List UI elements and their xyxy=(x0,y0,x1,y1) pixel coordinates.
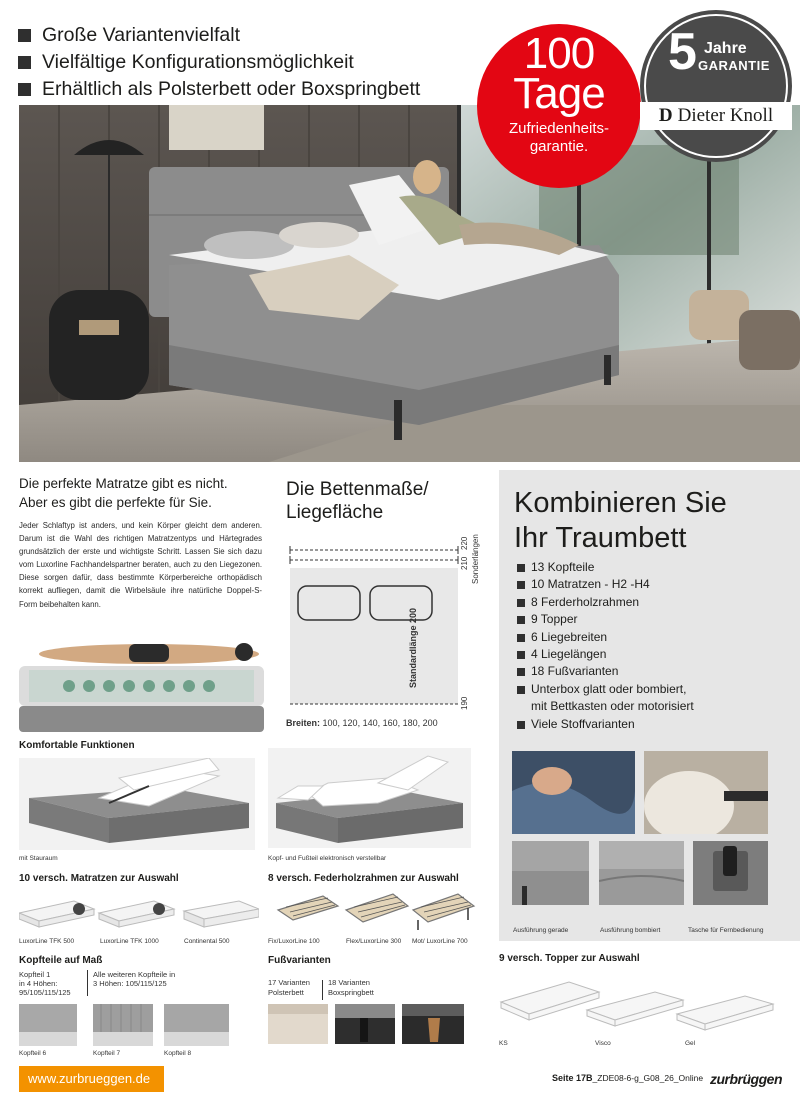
list-item xyxy=(517,716,694,733)
headboard-name: Kopfteil 7 xyxy=(93,1050,121,1057)
list-item-text: 18 Fußvarianten xyxy=(531,664,619,679)
topper-images xyxy=(499,978,799,1038)
length-210-label: 210 xyxy=(460,556,469,570)
toppers-title: 9 versch. Topper zur Auswahl xyxy=(499,953,640,964)
badge-line-2: garantie. xyxy=(529,138,589,155)
caption-curved: Ausführung bombiert xyxy=(600,927,661,934)
widths-label: Breiten: xyxy=(286,718,321,728)
hero-bedroom-photo xyxy=(19,105,800,462)
list-item-text: Viele Stoffvarianten xyxy=(531,716,635,731)
mattress-cross-section-image xyxy=(19,630,264,734)
combine-title-line: Ihr Traumbett xyxy=(514,522,687,554)
headboards-title: Kopfteile auf Maß xyxy=(19,955,103,966)
warranty-years-word: Jahre xyxy=(704,40,747,57)
bed-dimension-diagram xyxy=(282,528,492,716)
straight-version-photo xyxy=(512,841,589,905)
feature-bullet-text: Große Variantenvielfalt xyxy=(42,24,240,46)
list-item-text: 8 Ferderholzrahmen xyxy=(531,594,640,609)
widths-values: 100, 120, 140, 160, 180, 200 xyxy=(322,718,438,728)
headboard-note-left xyxy=(19,970,71,997)
bullet-square-icon xyxy=(517,599,525,607)
feature-bullet xyxy=(18,76,420,103)
list-item xyxy=(517,611,694,628)
brand-logo xyxy=(640,102,792,130)
list-item xyxy=(517,681,694,716)
note-line: 18 Varianten xyxy=(328,978,370,987)
feature-bullets xyxy=(18,22,420,103)
adjustable-bed-image xyxy=(268,748,471,848)
website-link[interactable]: www.zurbrueggen.de xyxy=(19,1066,164,1092)
bullet-square-icon xyxy=(18,29,31,42)
bullet-square-icon xyxy=(517,651,525,659)
feature-bullet-text: Erhältlich als Polsterbett oder Boxspringbett xyxy=(42,78,421,100)
headboard-images xyxy=(19,1004,229,1046)
list-item xyxy=(517,646,694,663)
feet-note-right xyxy=(328,978,374,998)
remote-pocket-photo xyxy=(693,841,768,905)
combine-title-line: Kombinieren Sie xyxy=(514,487,727,519)
badge-days-number: 100 xyxy=(523,29,595,78)
feature-bullet xyxy=(18,22,420,49)
list-item-text: 9 Topper xyxy=(531,612,578,627)
warranty-years-number: 5 xyxy=(668,23,697,81)
frame-name: Flex/LuxorLine 300 xyxy=(346,938,402,945)
note-line: in 4 Höhen: xyxy=(19,979,58,988)
warranty-badge xyxy=(640,10,792,162)
feet-note-left xyxy=(268,978,310,998)
boucle-fabric-photo xyxy=(644,751,768,834)
dimensions-title-line: Liegefläche xyxy=(286,502,384,523)
length-190-label: 190 xyxy=(460,696,469,710)
list-item-line: mit Bettkasten oder motorisiert xyxy=(531,699,694,714)
widths-line xyxy=(286,718,438,728)
page-reference xyxy=(552,1073,703,1083)
list-item xyxy=(517,663,694,680)
brand-name: Dieter Knoll xyxy=(677,105,774,126)
note-divider xyxy=(322,980,323,1000)
feature-bullet xyxy=(18,49,420,76)
headboard-name: Kopfteil 8 xyxy=(164,1050,192,1057)
bullet-square-icon xyxy=(517,668,525,676)
mattress-product-images xyxy=(19,895,259,931)
list-item-line: Unterbox glatt oder bombiert, xyxy=(531,681,687,696)
intro-headline-line: Die perfekte Matratze gibt es nicht. xyxy=(19,476,228,491)
bullet-square-icon xyxy=(517,686,525,694)
note-line: Polsterbett xyxy=(268,988,304,997)
list-item xyxy=(517,559,694,576)
note-line: 17 Varianten xyxy=(268,978,310,987)
note-divider xyxy=(87,970,88,996)
intro-headline-line: Aber es gibt die perfekte für Sie. xyxy=(19,495,212,510)
combine-options-list xyxy=(517,559,694,733)
combine-panel xyxy=(499,470,800,941)
fabric-photo xyxy=(512,751,635,834)
feature-bullet-text: Vielfältige Konfigurationsmöglichkeit xyxy=(42,51,354,73)
headboard-name: Kopfteil 6 xyxy=(19,1050,47,1057)
bullet-square-icon xyxy=(18,83,31,96)
topper-name: KS xyxy=(499,1040,508,1047)
note-line: Kopfteil 1 xyxy=(19,970,51,979)
caption-adjustable: Kopf- und Fußteil elektronisch verstellbar xyxy=(268,855,387,862)
warranty-label: GARANTIE xyxy=(698,58,770,73)
slatted-frame-images xyxy=(268,890,478,932)
bullet-square-icon xyxy=(18,56,31,69)
zurbrueggen-logo: zurbrüggen xyxy=(710,1071,782,1087)
headboard-note-right xyxy=(93,970,175,988)
list-item xyxy=(517,629,694,646)
functions-title: Komfortable Funktionen xyxy=(19,740,135,751)
bullet-square-icon xyxy=(517,634,525,642)
badge-line-1: Zufriedenheits- xyxy=(508,120,610,137)
note-line: 95/105/115/125 xyxy=(19,988,71,997)
feet-title: Fußvarianten xyxy=(268,955,331,966)
list-item-text: 6 Liegebreiten xyxy=(531,629,608,644)
curved-version-photo xyxy=(599,841,684,905)
caption-straight: Ausführung gerade xyxy=(513,927,569,934)
bullet-square-icon xyxy=(517,721,525,729)
list-item xyxy=(517,576,694,593)
list-item-text: 13 Kopfteile xyxy=(531,560,595,574)
mattress-name: LuxorLine TFK 500 xyxy=(19,938,75,945)
mattress-name: Continental 500 xyxy=(184,938,230,945)
storage-bed-image xyxy=(19,758,255,850)
satisfaction-guarantee-badge xyxy=(477,24,641,188)
brand-mark-icon: D xyxy=(658,105,673,126)
warranty-ring xyxy=(644,14,788,158)
bullet-square-icon xyxy=(517,564,525,572)
topper-name: Gel xyxy=(685,1040,696,1047)
topper-name: Visco xyxy=(595,1040,611,1047)
frame-name: Mot/ LuxorLine 700 xyxy=(412,938,468,945)
note-line: Boxspringbett xyxy=(328,988,374,997)
page-number: Seite 17B xyxy=(552,1073,593,1083)
intro-body-text: Jeder Schlaftyp ist anders, und kein Körper gleicht dem anderen. Darum ist die Wahl des richtigen Matratzentyps und Härtegrades grundsätzlich der erste und wichtigste Schritt. Lassen Sie sich dazu vom Luxorline Fachhandelspartner beraten, auch zu den Liegezonen. Diese sorgen dafür, dass bestimmte Körperbereiche orthopädisch korrekt aufliegen, damit die Wirbelsäule ihre natürliche Doppel-S-Form beibehalten kann. xyxy=(19,521,262,609)
standard-length-label: Standardlänge 200 xyxy=(408,607,418,688)
dimensions-title xyxy=(286,478,429,524)
list-item-text xyxy=(531,681,694,716)
caption-storage: mit Stauraum xyxy=(19,855,58,862)
list-item xyxy=(517,594,694,611)
special-lengths-label: Sonderlängen xyxy=(471,534,480,584)
intro-headline xyxy=(19,474,269,512)
mattress-name: LuxorLine TFK 1000 xyxy=(100,938,159,945)
badge-days-word: Tage xyxy=(513,69,605,118)
mattresses-title: 10 versch. Matratzen zur Auswahl xyxy=(19,873,179,884)
frames-title: 8 versch. Federholzrahmen zur Auswahl xyxy=(268,873,459,884)
bullet-square-icon xyxy=(517,616,525,624)
frame-name: Fix/LuxorLine 100 xyxy=(268,938,320,945)
page-code: _ZDE08-6-g_G08_26_Online xyxy=(592,1073,704,1083)
list-item-text: 10 Matratzen - H2 -H4 xyxy=(531,577,650,592)
combine-title xyxy=(514,486,727,556)
note-line: Alle weiteren Kopfteile in xyxy=(93,970,176,979)
caption-remote-pocket: Tasche für Fernbedienung xyxy=(688,927,764,934)
dimensions-title-line: Die Bettenmaße/ xyxy=(286,479,429,500)
length-220-label: 220 xyxy=(460,536,469,550)
bullet-square-icon xyxy=(517,581,525,589)
feet-variant-images xyxy=(268,1004,464,1044)
list-item-text: 4 Liegelängen xyxy=(531,647,607,662)
note-line: 3 Höhen: 105/115/125 xyxy=(93,979,167,988)
